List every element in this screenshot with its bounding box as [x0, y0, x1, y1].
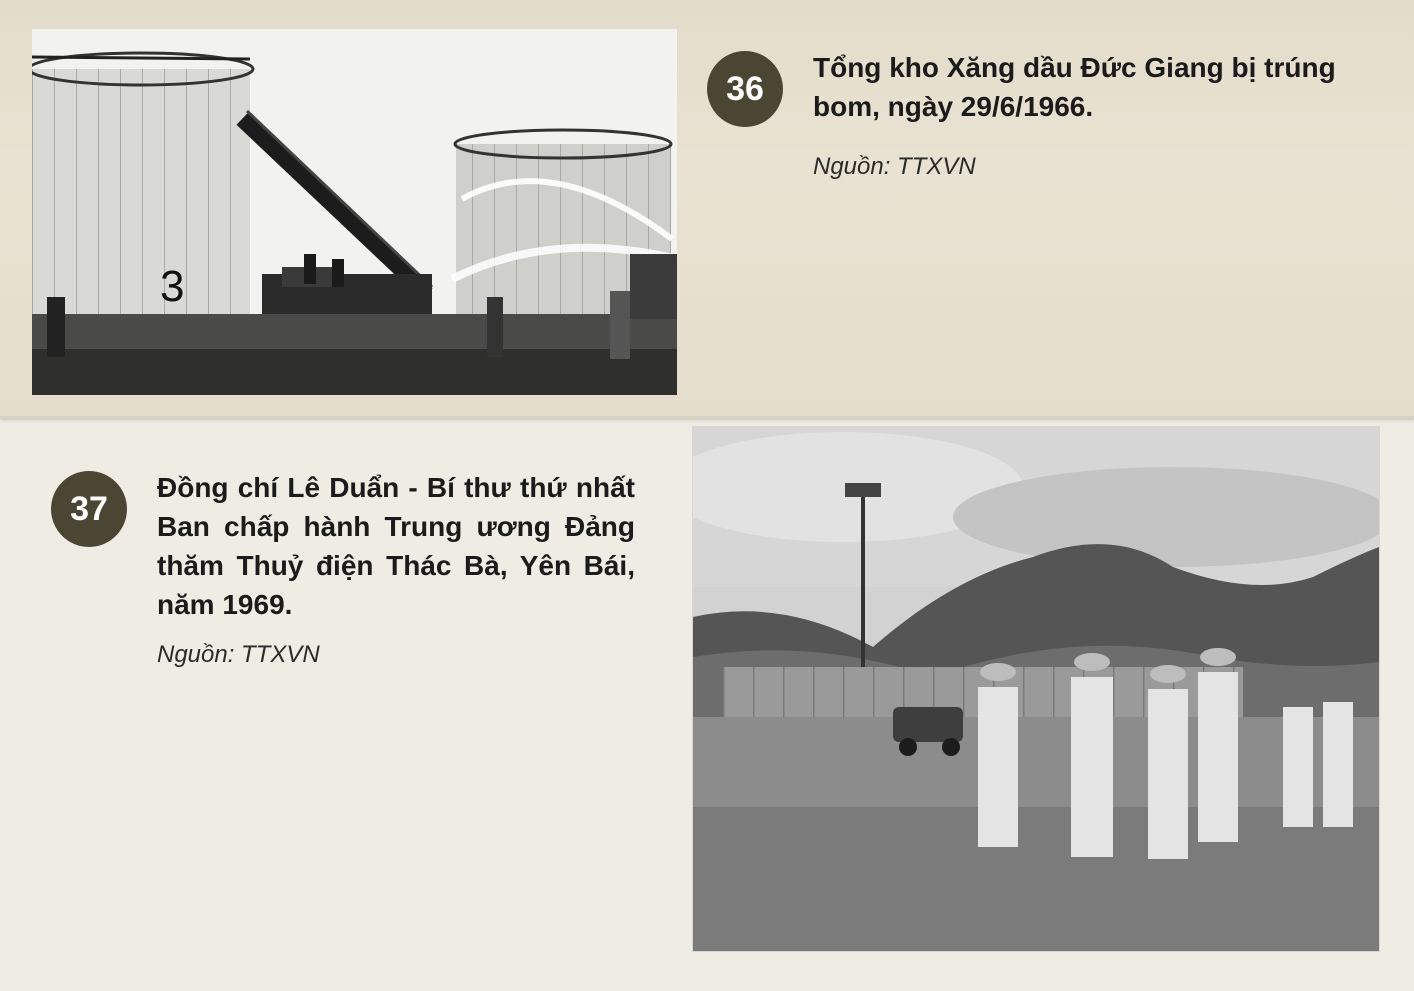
- caption-36: Tổng kho Xăng dầu Đức Giang bị trúng bom, ngày 29/6/1966.: [813, 52, 1336, 122]
- item-number-badge-36: [707, 51, 783, 127]
- photo-thac-ba-visit: [692, 426, 1380, 952]
- item-number-badge-37: [51, 471, 127, 547]
- source-36: Nguồn: TTXVN: [813, 153, 976, 180]
- tank-number-label: 3: [160, 262, 185, 311]
- photo-fuel-depot: [32, 29, 677, 395]
- item-number: 36: [726, 69, 764, 108]
- caption-37: Đồng chí Lê Duẩn - Bí thư thứ nhất Ban chấp hành Trung ương Đảng thăm Thuỷ điện Thác Bà, Yên Bái, năm 1969.: [157, 472, 635, 620]
- photo-fuel-depot-illustration: [32, 29, 677, 395]
- photo-thac-ba-illustration: [693, 427, 1379, 951]
- source-37: Nguồn: TTXVN: [157, 641, 320, 668]
- item-number: 37: [70, 489, 108, 528]
